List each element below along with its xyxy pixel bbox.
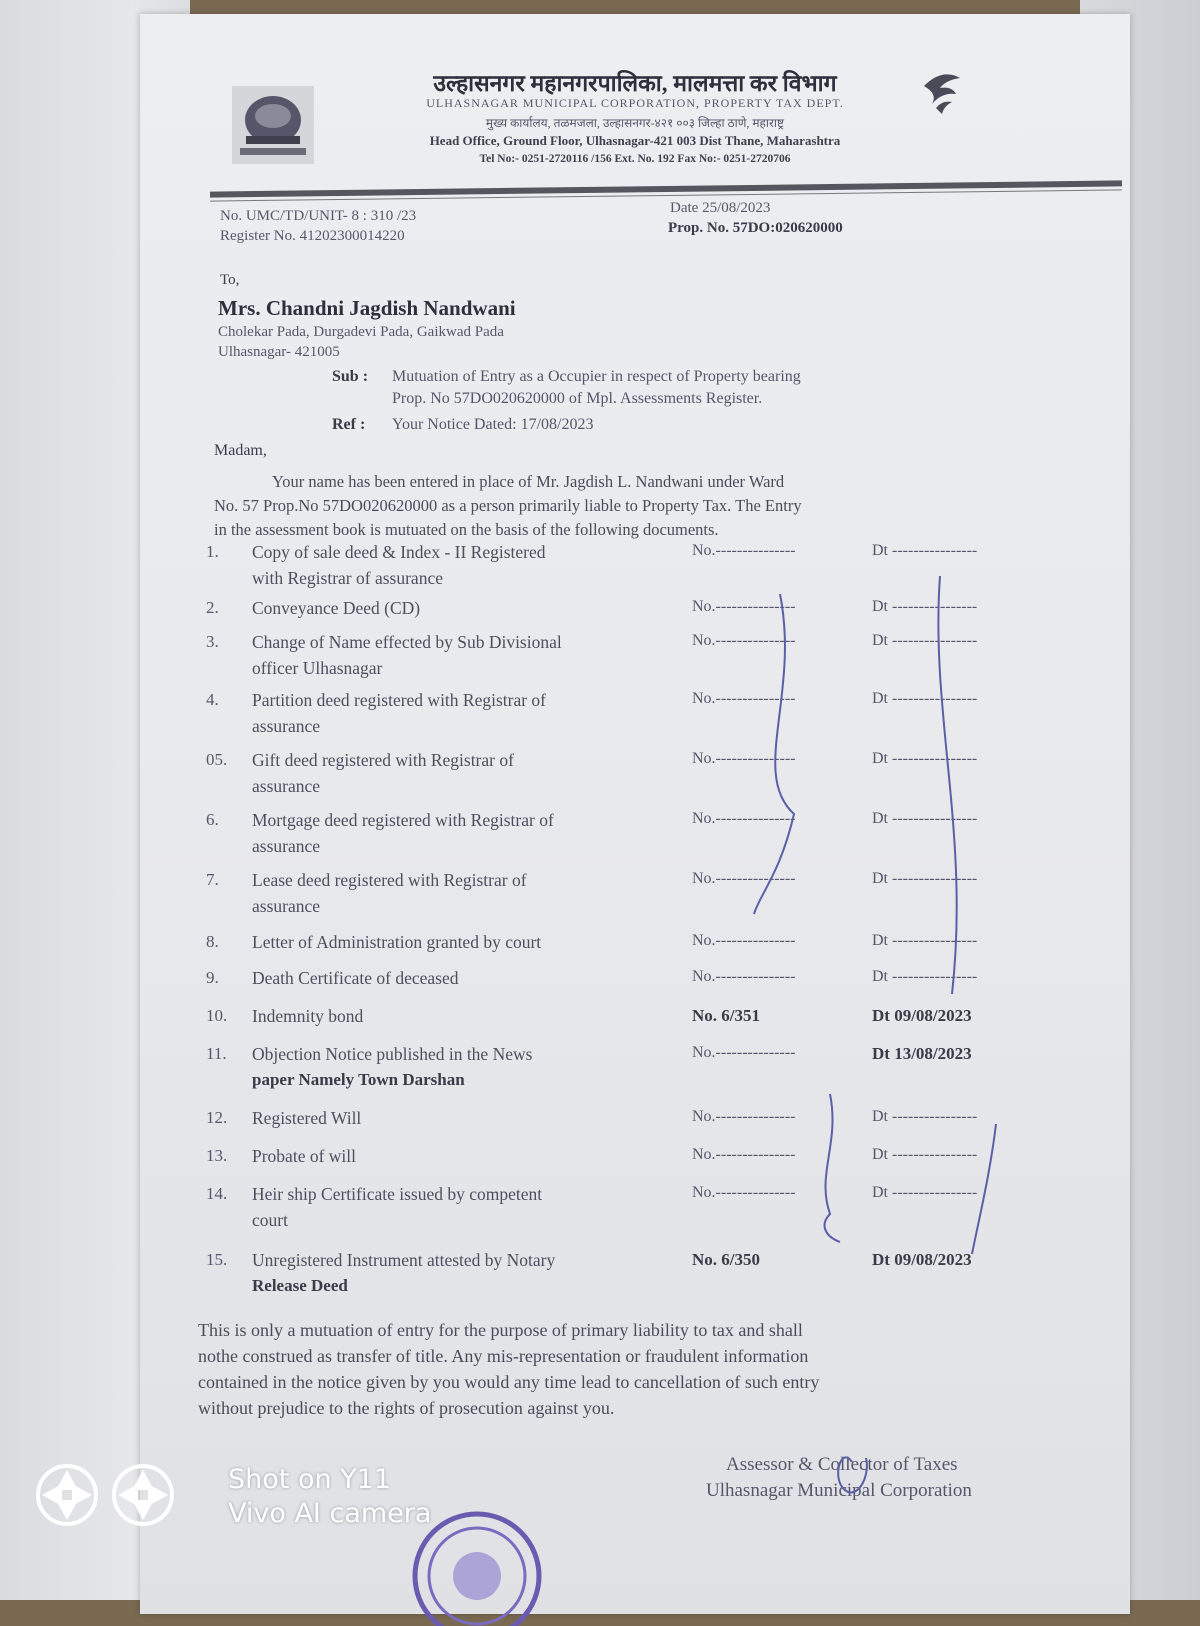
subject-label: Sub : [332,368,369,385]
body-line3: in the assessment book is mutuated on the basis of the following documents. [214,520,719,539]
document-name-line2: with Registrar of assurance [252,568,443,588]
document-number: 15. [206,1250,228,1269]
document-name: Mortgage deed registered with Registrar of [252,810,554,830]
closing-line4: without prejudice to the rights of prosecution against you. [198,1398,615,1418]
addressee-address-line1: Cholekar Pada, Durgadevi Pada, Gaikwad Pada [218,324,504,340]
header-phone: Tel No:- 0251-2720116 /156 Ext. No. 192 Fax No:- 0251-2720706 [479,153,791,165]
document-no-field: No. 6/350 [692,1250,760,1269]
document-no-field: No.--------------- [692,870,796,887]
ref-text: Your Notice Dated: 17/08/2023 [392,416,594,433]
header-office-marathi: मुख्य कार्यालय, तळमजला, उल्हासनगर-४२१ ००३ जिल्हा ठाणे, महाराष्ट्र [485,116,785,130]
document-number: 6. [206,810,219,829]
document-date-field: Dt ---------------- [872,968,978,985]
document-date-field: Dt ---------------- [872,932,978,949]
pen-stroke-dt-col-upper [938,576,956,994]
document-no-field: No.--------------- [692,1108,796,1125]
document-no-field: No.--------------- [692,1184,796,1201]
document-name: Letter of Administration granted by court [252,932,542,952]
document-date-field: Dt ---------------- [872,1146,978,1163]
watermark-line2: Vivo AI camera [228,1498,432,1529]
header-title-marathi: उल्हासनगर महानगरपालिका, मालमत्ता कर विभाग [433,71,837,96]
document-date-field: Dt ---------------- [872,810,978,827]
closing-line1: This is only a mutuation of entry for the purpose of primary liability to tax and shall [198,1320,803,1340]
document-date-field: Dt ---------------- [872,598,978,615]
document-name: Probate of will [252,1146,357,1166]
document-no-field: No.--------------- [692,968,796,985]
signature-scribble [838,1457,867,1492]
document-name-line2: assurance [252,896,321,916]
document-name: Unregistered Instrument attested by Notary [252,1250,556,1270]
document-no-field: No.--------------- [692,1146,796,1163]
document-name: Change of Name effected by Sub Divisional [252,632,562,652]
addressee-address-line2: Ulhasnagar- 421005 [218,344,340,360]
signatory-title: Assessor & Collector of Taxes [726,1454,958,1475]
document-date-field: Dt ---------------- [872,870,978,887]
document-number: 4. [206,690,219,709]
property-number: Prop. No. 57DO:020620000 [668,220,843,236]
document-name: Gift deed registered with Registrar of [252,750,514,770]
reference-number: No. UMC/TD/UNIT- 8 : 310 /23 [220,208,417,224]
document-name: Indemnity bond [252,1006,364,1026]
document-no-field: No.--------------- [692,1044,796,1061]
document-name: Death Certificate of deceased [252,968,459,988]
camera-aperture-icon-2 [112,1464,174,1526]
document-name: Copy of sale deed & Index - II Registered [252,542,546,562]
ref-label: Ref : [332,416,366,433]
document-number: 10. [206,1006,228,1025]
document-name: Lease deed registered with Registrar of [252,870,527,890]
document-date-field: Dt ---------------- [872,1184,978,1201]
document-name-line2: assurance [252,776,321,796]
salutation: Madam, [214,442,267,459]
document-no-field: No.--------------- [692,632,796,649]
document-name-line2: court [252,1210,288,1230]
header-address: Head Office, Ground Floor, Ulhasnagar-421 003 Dist Thane, Maharashtra [429,133,841,148]
document-name-line2: officer Ulhasnagar [252,658,383,678]
document-date-field: Dt 13/08/2023 [872,1044,972,1063]
document-number: 8. [206,932,219,951]
document-name-line2: paper Namely Town Darshan [252,1070,465,1089]
document-no-field: No.--------------- [692,598,796,615]
watermark-line1: Shot on Y11 [228,1464,392,1495]
body-line2: No. 57 Prop.No 57DO020620000 as a person primarily liable to Property Tax. The Entry [214,496,802,515]
pen-stroke-no-col-lower [825,1094,840,1242]
document-date-field: Dt ---------------- [872,690,978,707]
document-number: 12. [206,1108,228,1127]
document-date-field: Dt 09/08/2023 [872,1250,972,1269]
document-name: Heir ship Certificate issued by competent [252,1184,543,1204]
closing-line3: contained in the notice given by you would any time lead to cancellation of such entry [198,1372,820,1392]
subject-line1: Mutuation of Entry as a Occupier in respect of Property bearing [392,368,801,385]
document-no-field: No.--------------- [692,750,796,767]
document-name: Conveyance Deed (CD) [252,598,421,618]
document-number: 11. [206,1044,227,1063]
body-line1: Your name has been entered in place of Mr. Jagdish L. Nandwani under Ward [272,472,785,491]
document-name-line2: assurance [252,716,321,736]
document-number: 9. [206,968,219,987]
document-no-field: No.--------------- [692,932,796,949]
addressee-name: Mrs. Chandni Jagdish Nandwani [218,296,516,320]
document-number: 7. [206,870,219,889]
document-date-field: Dt ---------------- [872,750,978,767]
subject-line2: Prop. No 57DO020620000 of Mpl. Assessments Register. [392,390,763,407]
signatory-organisation: Ulhasnagar Municipal Corporation [706,1480,972,1501]
document-number: 3. [206,632,219,651]
closing-line2: nothe construed as transfer of title. Any mis-representation or fraudulent information [198,1346,809,1366]
document-name: Objection Notice published in the News [252,1044,533,1064]
letter-date: Date 25/08/2023 [670,200,771,216]
pen-stroke-dt-col-lower [972,1124,996,1254]
document-date-field: Dt 09/08/2023 [872,1006,972,1025]
document-name: Registered Will [252,1108,362,1128]
document-number: 05. [206,750,228,769]
document-no-field: No.--------------- [692,690,796,707]
register-number: Register No. 41202300014220 [220,228,405,244]
document-number: 2. [206,598,219,617]
document-name-line2: Release Deed [252,1276,348,1295]
document-number: 1. [206,542,219,561]
document-name-line2: assurance [252,836,321,856]
camera-aperture-icon [36,1464,98,1526]
document-no-field: No.--------------- [692,542,796,559]
document-date-field: Dt ---------------- [872,632,978,649]
document-date-field: Dt ---------------- [872,1108,978,1125]
to-label: To, [220,272,240,288]
letter-page [140,14,1130,1614]
document-number: 13. [206,1146,228,1165]
document-name: Partition deed registered with Registrar of [252,690,547,710]
document-no-field: No.--------------- [692,810,796,827]
pen-stroke-no-col-upper [754,594,794,914]
pen-strikeout-marks [140,14,1130,1614]
document-number: 14. [206,1184,228,1203]
header-title-english: ULHASNAGAR MUNICIPAL CORPORATION, PROPERTY TAX DEPT. [426,96,844,110]
document-no-field: No. 6/351 [692,1006,760,1025]
document-date-field: Dt ---------------- [872,542,978,559]
